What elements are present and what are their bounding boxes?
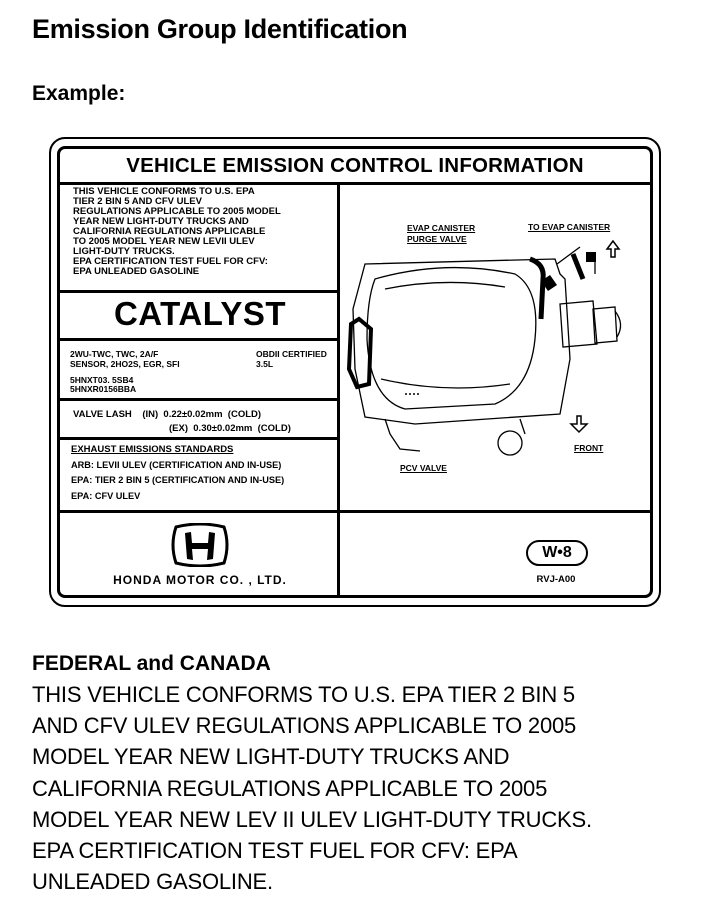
divider — [60, 338, 340, 341]
honda-h-logo-icon — [170, 523, 230, 567]
divider — [60, 437, 340, 440]
emission-systems: 2WU-TWC, TWC, 2A/F SENSOR, 2HO2S, EGR, SFI — [70, 349, 180, 369]
to-evap-canister-label: TO EVAP CANISTER — [528, 222, 611, 232]
obd-certification: OBDII CERTIFIED 3.5L — [256, 349, 327, 369]
divider — [60, 290, 340, 293]
part-number: RVJ-A00 — [536, 574, 576, 585]
catalyst-heading: CATALYST — [113, 295, 287, 332]
divider — [60, 398, 340, 401]
standard-item: EPA: CFV ULEV — [71, 491, 141, 501]
evap-purge-valve-label: EVAP CANISTER PURGE VALVE — [407, 223, 476, 244]
engine-diagram — [345, 219, 645, 469]
page-title: Emission Group Identification — [32, 14, 408, 44]
example-label: Example: — [32, 82, 126, 105]
standard-item: EPA: TIER 2 BIN 5 (CERTIFICATION AND IN-USE) — [71, 475, 285, 485]
engine-family-codes: 5HNXT03. 5SB4 5HNXR0156BBA — [70, 375, 137, 394]
conformity-text: THIS VEHICLE CONFORMS TO U.S. EPA TIER 2 BIN 5 AND CFV ULEV REGULATIONS APPLICABLE TO 2005 MODEL YEAR NEW LIGHT-DUTY TRUCKS AND CALIFORNIA REGULATIONS APPLICABLE TO 2005 MODEL YEAR NEW LEVII ULEV LIGHT-DUTY TRUCKS. EPA CERTIFICATION TEST FUEL FOR CFV: EPA UNLEADED GASOLINE — [73, 186, 281, 277]
front-label: FRONT — [574, 443, 604, 453]
section-heading: FEDERAL and CANADA — [32, 652, 271, 675]
standard-item: ARB: LEVII ULEV (CERTIFICATION AND IN-USE) — [71, 460, 282, 470]
emission-group-badge: W•8 — [526, 540, 588, 566]
pcv-valve-label: PCV VALVE — [400, 463, 447, 473]
emission-label — [57, 146, 653, 598]
divider — [60, 510, 650, 513]
manufacturer-name: HONDA MOTOR CO. , LTD. — [113, 573, 287, 587]
divider — [60, 182, 650, 185]
valve-lash-intake: VALVE LASH (IN) 0.22±0.02mm (COLD) — [73, 409, 262, 420]
standards-heading: EXHAUST EMISSIONS STANDARDS — [71, 444, 234, 455]
divider — [337, 182, 340, 596]
label-title: VEHICLE EMISSION CONTROL INFORMATION — [126, 154, 584, 177]
valve-lash-exhaust: (EX) 0.30±0.02mm (COLD) — [169, 423, 291, 434]
section-body: THIS VEHICLE CONFORMS TO U.S. EPA TIER 2 BIN 5 AND CFV ULEV REGULATIONS APPLICABLE TO 2005 MODEL YEAR NEW LIGHT-DUTY TRUCKS AND CALIFORNIA REGULATIONS APPLICABLE TO 2005 MODEL YEAR NEW LEV II ULEV LIGHT-DUTY TRUCKS. EPA CERTIFICATION TEST FUEL FOR CFV: EPA UNLEADED GASOLINE. — [32, 682, 592, 895]
